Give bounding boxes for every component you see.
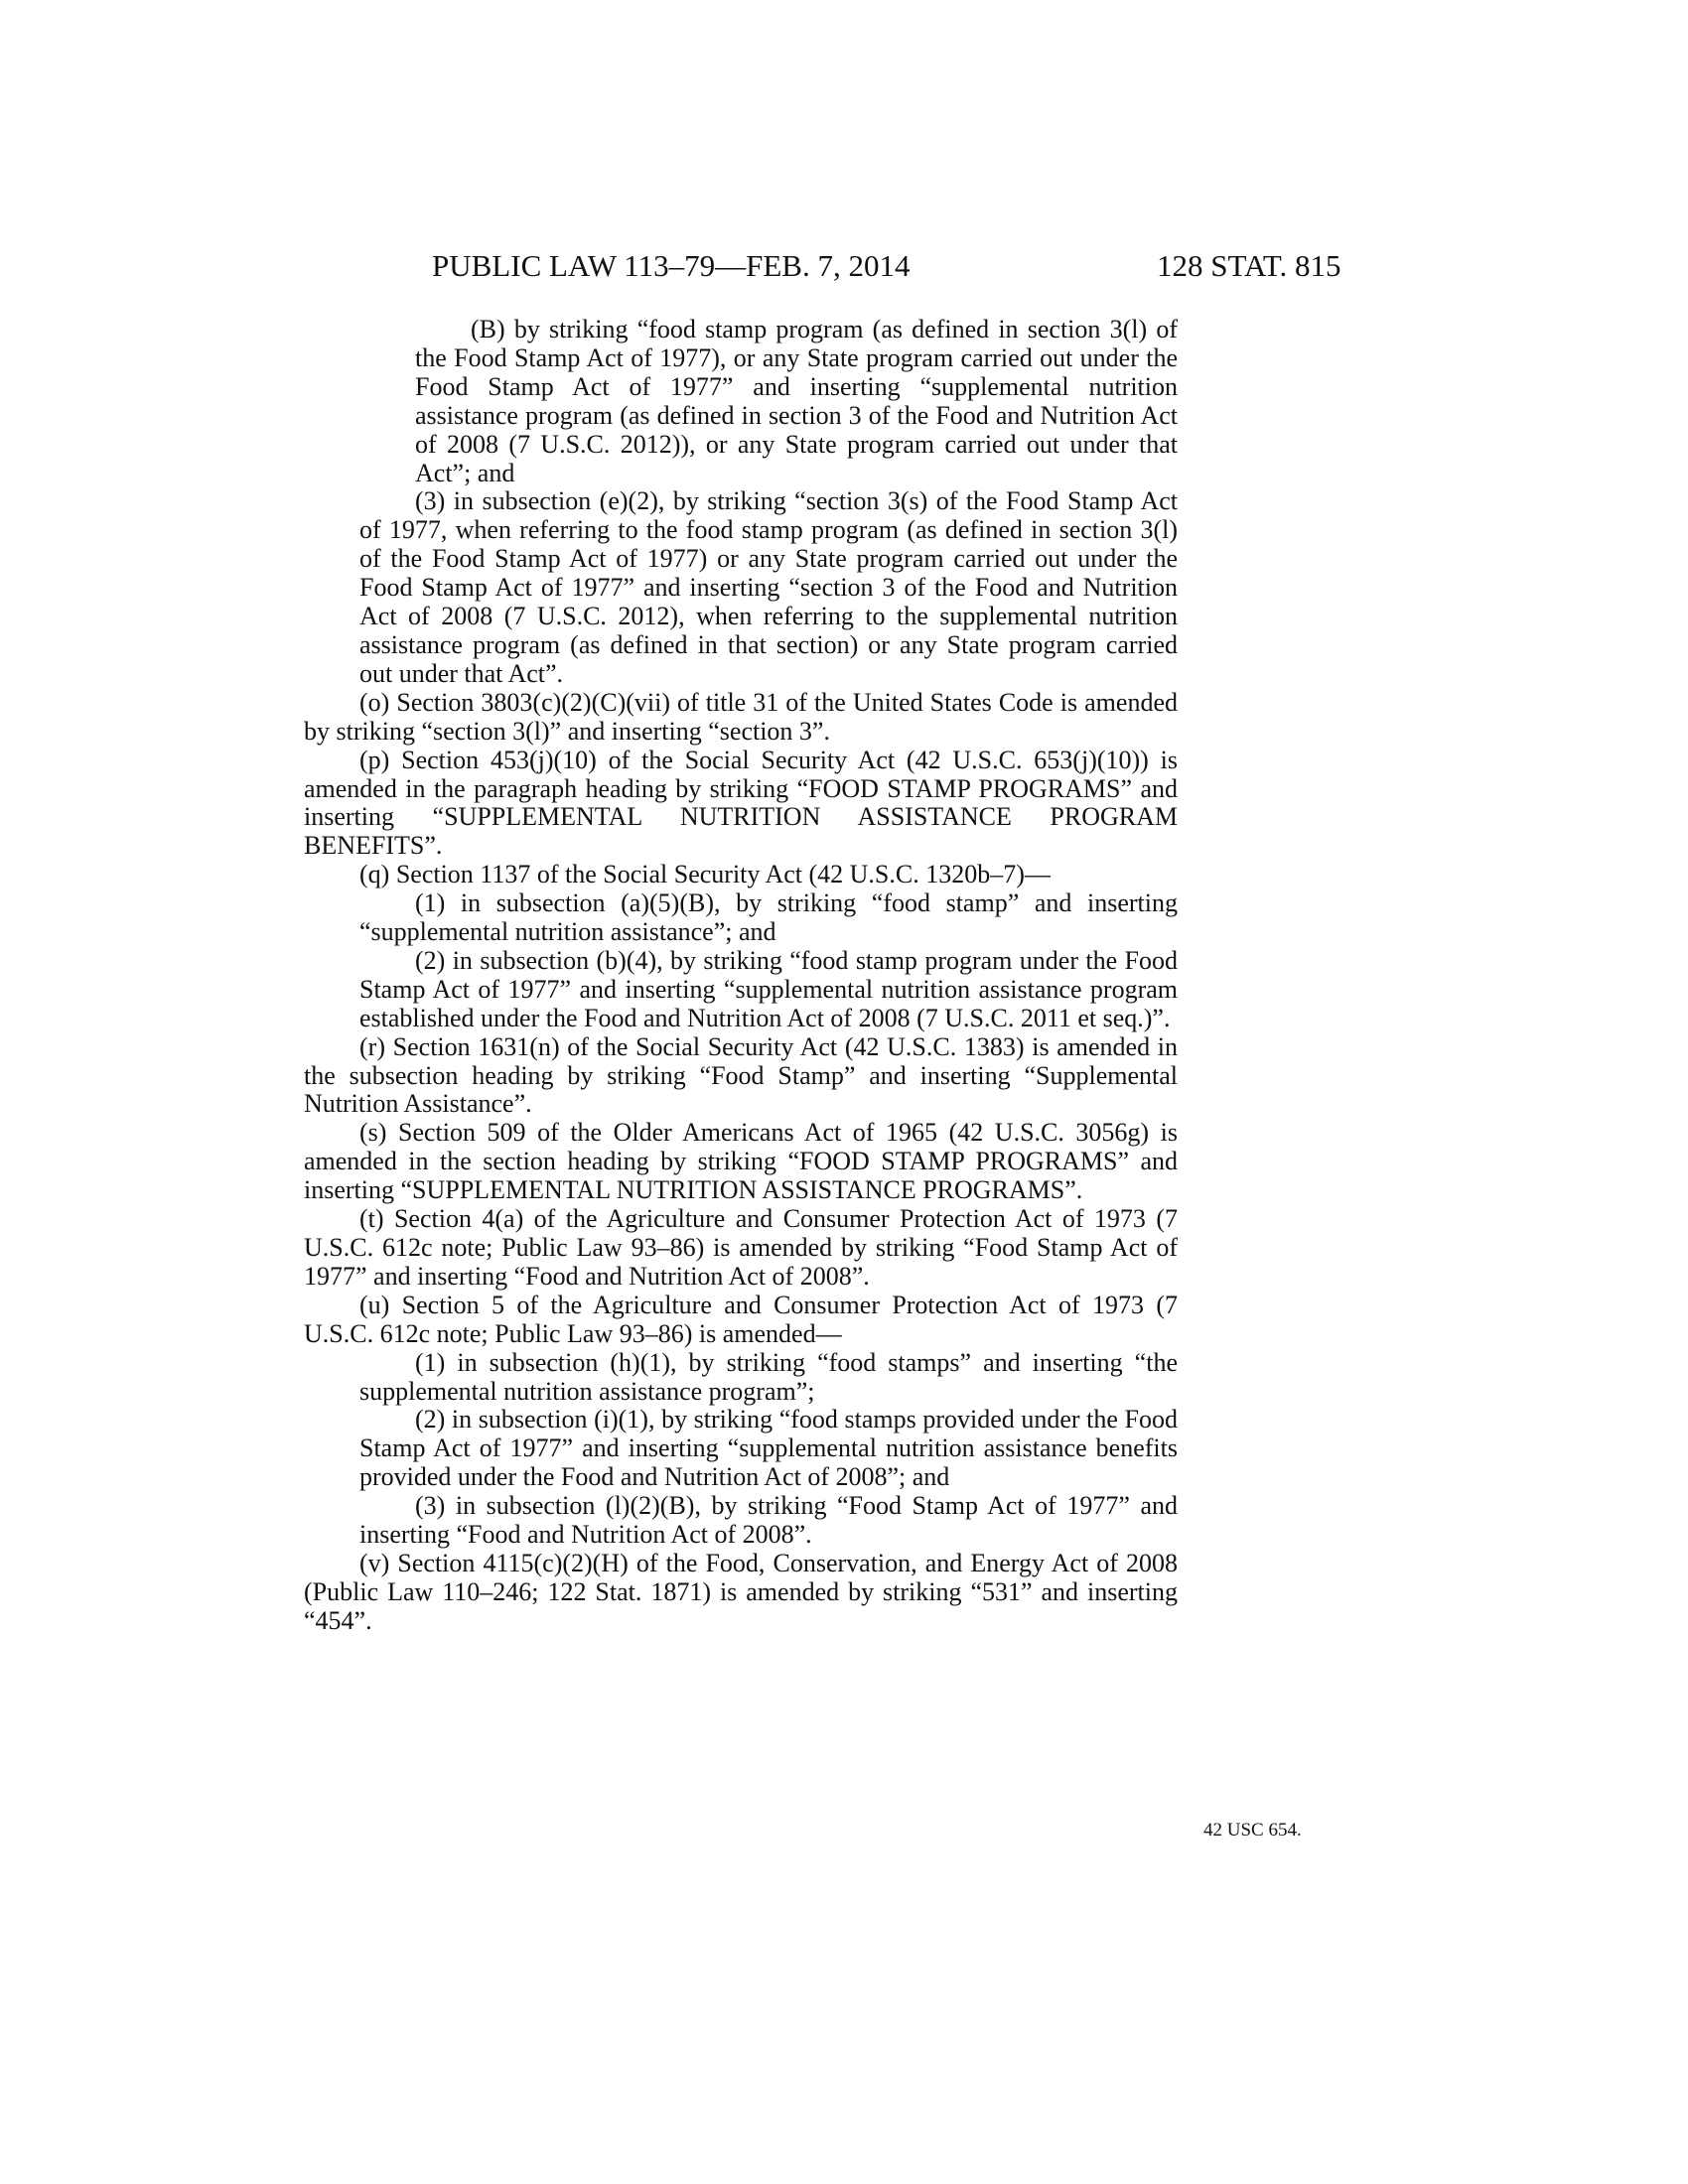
paragraph: (r) Section 1631(n) of the Social Security Act (42 U.S.C. 1383) is amended in the subsection heading by striking “Food Stamp” and inserting “Supplemental Nutrition Assistance”. xyxy=(304,1031,1178,1119)
paragraph: (t) Section 4(a) of the Agriculture and Consumer Protection Act of 1973 (7 U.S.C. 612c note; Public Law 93–86) is amended by striking “Food Stamp Act of 1977” and inserting “Food and Nutrition Act of 2008”. xyxy=(304,1204,1178,1291)
paragraph: (1) in subsection (a)(5)(B), by striking “food stamp” and inserting “supplemental nutrition assistance”; and xyxy=(359,888,1178,947)
document-body xyxy=(304,316,1178,1636)
page-header xyxy=(0,248,1688,288)
paragraph: (B) by striking “food stamp program (as defined in section 3(l) of the Food Stamp Act of 1977), or any State program carried out under the Food Stamp Act of 1977” and inserting “supplemental nutrition assistance program (as defined in section 3 of the Food and Nutrition Act of 2008 (7 U.S.C. 2012)), or any State program carried out under that Act”; and xyxy=(415,315,1178,487)
paragraph: (3) in subsection (l)(2)(B), by striking “Food Stamp Act of 1977” and inserting “Food and Nutrition Act of 2008”. xyxy=(359,1491,1178,1550)
running-head-title: PUBLIC LAW 113–79—FEB. 7, 2014 xyxy=(432,248,911,283)
paragraph: (v) Section 4115(c)(2)(H) of the Food, Conservation, and Energy Act of 2008 (Public Law 110–246; 122 Stat. 1871) is amended by striking “531” and inserting “454”. xyxy=(304,1548,1178,1635)
paragraph: (q) Section 1137 of the Social Security Act (42 U.S.C. 1320b–7)— xyxy=(359,860,1051,889)
paragraph: (u) Section 5 of the Agriculture and Consumer Protection Act of 1973 (7 U.S.C. 612c note; Public Law 93–86) is amended— xyxy=(304,1290,1178,1348)
paragraph: (2) in subsection (b)(4), by striking “food stamp program under the Food Stamp Act of 1977” and inserting “supplemental nutrition assistance program established under the Food and Nutrition Act of 2008 (7 U.S.C. 2011 et seq.)”. xyxy=(359,945,1178,1032)
paragraph: (s) Section 509 of the Older Americans Act of 1965 (42 U.S.C. 3056g) is amended in the section heading by striking “FOOD STAMP PROGRAMS” and inserting “SUPPLEMENTAL NUTRITION ASSISTANCE PROGRAMS”. xyxy=(304,1118,1178,1205)
paragraph: (p) Section 453(j)(10) of the Social Security Act (42 U.S.C. 653(j)(10)) is amended in the paragraph heading by striking “FOOD STAMP PROGRAMS” and inserting “SUPPLEMENTAL NUTRITION ASSISTANCE PROGRAM BENEFITS”. xyxy=(304,745,1178,861)
paragraph: (o) Section 3803(c)(2)(C)(vii) of title 31 of the United States Code is amended by striking “section 3(l)” and inserting “section 3”. xyxy=(304,687,1178,746)
paragraph: (3) in subsection (e)(2), by striking “section 3(s) of the Food Stamp Act of 1977, when referring to the food stamp program (as defined in section 3(l) of the Food Stamp Act of 1977) or any State program carried out under the Food Stamp Act of 1977” and inserting “section 3 of the Food and Nutrition Act of 2008 (7 U.S.C. 2012), when referring to the supplemental nutrition assistance program (as defined in that section) or any State program carried out under that Act”. xyxy=(359,486,1178,688)
paragraph: (1) in subsection (h)(1), by striking “food stamps” and inserting “the supplemental nutrition assistance program”; xyxy=(359,1347,1178,1406)
paragraph: (2) in subsection (i)(1), by striking “food stamps provided under the Food Stamp Act of 1977” and inserting “supplemental nutrition assistance benefits provided under the Food and Nutrition Act of 2008”; and xyxy=(359,1405,1178,1492)
statute-page-number: 128 STAT. 815 xyxy=(1157,248,1341,283)
margin-note: 42 USC 654. xyxy=(1203,1820,1302,1841)
